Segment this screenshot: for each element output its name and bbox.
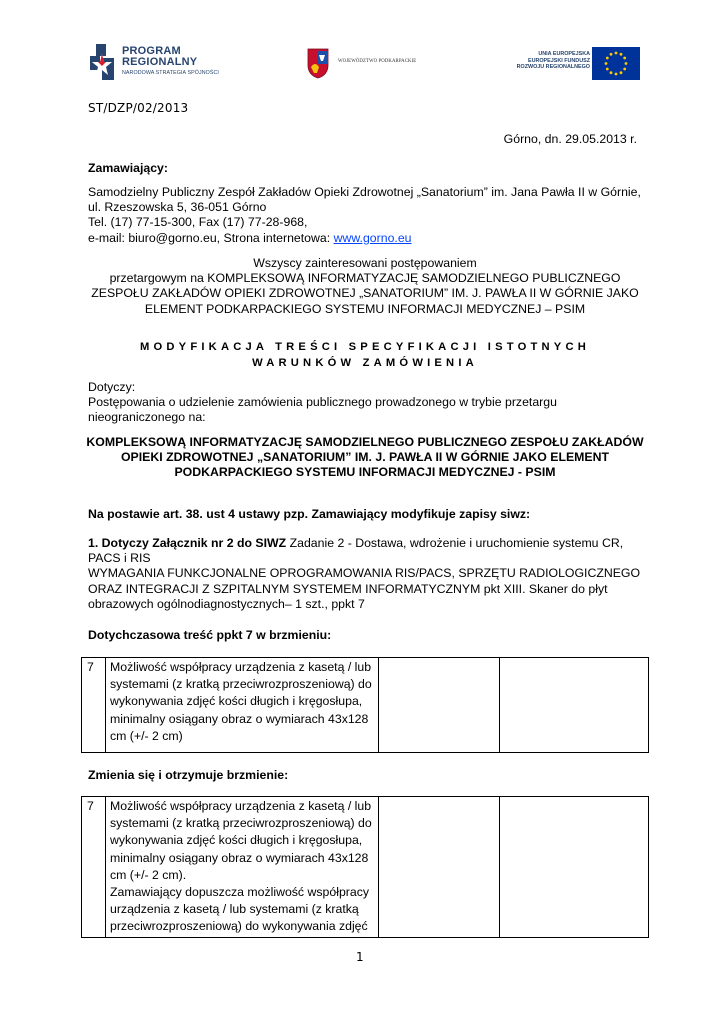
new-heading: Zmienia się i otrzymuje brzmienie: bbox=[88, 768, 289, 782]
previous-heading: Dotychczasowa treść ppkt 7 w brzmieniu: bbox=[88, 628, 332, 642]
regards-line: Dotyczy: bbox=[88, 380, 136, 394]
coat-of-arms-icon bbox=[306, 47, 330, 79]
empty-cell bbox=[500, 797, 649, 938]
description-line: urządzenia z kasetą / lub systemami (z kratką bbox=[110, 902, 359, 917]
empty-cell bbox=[500, 658, 649, 753]
modification-title-line: MODYFIKACJA TREŚCI SPECYFIKACJI ISTOTNYCH bbox=[139, 341, 591, 353]
description-line: systemami (z kratką przeciwrozproszeniową) do bbox=[110, 677, 372, 692]
point1-line: WYMAGANIA FUNKCJONALNE OPROGRAMOWANIA RIS/PACS, SPRZĘTU RADIOLOGICZNEGO bbox=[88, 566, 641, 581]
subject-title-line: PODKARPACKIEGO SYSTEMU INFORMACJI MEDYCZNEJ - PSIM bbox=[174, 465, 556, 480]
region-logo-text: WOJEWÓDZTWO PODKARPACKIE bbox=[338, 59, 417, 64]
eu-logo-line1: UNIA EUROPEJSKA bbox=[538, 51, 590, 57]
description-line: minimalny osiągany obraz o wymiarach 43x128 bbox=[110, 850, 369, 865]
website-link[interactable]: www.gorno.eu bbox=[333, 230, 412, 245]
description-line: Możliwość współpracy urządzenia z kasetą / lub bbox=[110, 660, 372, 674]
intro-line: Wszyscy zainteresowani postępowaniem bbox=[253, 256, 477, 270]
document-code: ST/DZP/02/2013 bbox=[88, 101, 189, 115]
regards-line: nieograniczonego na: bbox=[88, 410, 206, 425]
eu-logo-line3: ROZWOJU REGIONALNEGO bbox=[516, 64, 590, 71]
program-regionalny-logo bbox=[88, 40, 238, 84]
eu-logo bbox=[505, 47, 640, 81]
address-line: Tel. (17) 77-15-300, Fax (17) 77-28-968, bbox=[88, 215, 308, 230]
description-line: przeciwrozproszeniową) do wykonywania zdjęć bbox=[110, 919, 368, 934]
previous-table bbox=[81, 657, 649, 753]
description-line: wykonywania zdjęć kości długich i kręgosłupa, bbox=[110, 694, 363, 709]
email-text: e-mail: biuro@gorno.eu, Strona internetowa: bbox=[88, 230, 334, 245]
description-line: minimalny osiągany obraz o wymiarach 43x128 bbox=[110, 711, 369, 726]
subject-title-line: KOMPLEKSOWĄ INFORMATYZACJĘ SAMODZIELNEGO PUBLICZNEGO ZESPOŁU ZAKŁADÓW bbox=[86, 435, 644, 449]
eu-flag-icon bbox=[592, 47, 640, 80]
description-line: wykonywania zdjęć kości długich i kręgosłupa, bbox=[110, 833, 363, 848]
orderer-heading: Zamawiający: bbox=[88, 161, 168, 175]
empty-cell bbox=[379, 658, 500, 753]
address-block bbox=[88, 185, 648, 246]
row-description bbox=[106, 797, 379, 938]
point1-rest: Zadanie 2 - Dostawa, wdrożenie i uruchomienie systemu CR, bbox=[286, 536, 624, 550]
intro-line: ELEMENT PODKARPACKIEGO SYSTEMU INFORMACJI MEDYCZNEJ – PSIM bbox=[144, 301, 586, 316]
point1-line: obrazowych ogólnodiagnostycznych– 1 szt., ppkt 7 bbox=[88, 596, 365, 611]
new-table bbox=[81, 796, 649, 938]
description-line: cm (+/- 2 cm). bbox=[110, 867, 187, 882]
eu-logo-line2: EUROPEJSKI FUNDUSZ bbox=[527, 57, 590, 64]
description-line: systemami (z kratką przeciwrozproszeniową) do bbox=[110, 816, 372, 831]
point1-block bbox=[88, 536, 648, 612]
program-logo-line2: REGIONALNY bbox=[122, 56, 198, 68]
program-logo-line1: PROGRAM bbox=[122, 45, 181, 57]
regards-block bbox=[88, 380, 648, 426]
address-line: ul. Rzeszowska 5, 36-051 Górno bbox=[88, 200, 267, 215]
program-star-icon bbox=[88, 42, 116, 82]
modification-title-line: WARUNKÓW ZAMÓWIENIA bbox=[252, 356, 478, 369]
page-number: 1 bbox=[356, 950, 364, 964]
date-line: Górno, dn. 29.05.2013 r. bbox=[503, 132, 637, 146]
modification-title bbox=[80, 340, 650, 371]
empty-cell bbox=[379, 797, 500, 938]
table-row bbox=[82, 658, 649, 753]
subject-title-line: OPIEKI ZDROWOTNEJ „SANATORIUM” IM. J. PAWŁA II W GÓRNIE JAKO ELEMENT bbox=[120, 450, 610, 465]
row-number: 7 bbox=[82, 797, 106, 938]
description-line: Możliwość współpracy urządzenia z kasetą / lub bbox=[110, 799, 372, 813]
regards-line: Postępowania o udzielenie zamówienia publicznego prowadzonego w trybie przetargu bbox=[88, 395, 557, 410]
program-logo-line3: NARODOWA STRATEGIA SPÓJNOŚCI bbox=[122, 70, 219, 76]
description-line: cm (+/- 2 cm) bbox=[110, 728, 183, 743]
point1-line: ORAZ INTEGRACJI Z SZPITALNYM SYSTEMEM INFORMATYCZNYM pkt XIII. Skaner do płyt bbox=[88, 581, 608, 596]
point1-first-line bbox=[88, 536, 648, 551]
subject-title bbox=[82, 435, 648, 481]
intro-line: przetargowym na KOMPLEKSOWĄ INFORMATYZACJĘ SAMODZIELNEGO PUBLICZNEGO bbox=[109, 271, 621, 286]
intro-line: ZESPOŁU ZAKŁADÓW OPIEKI ZDROWOTNEJ „SANATORIUM” IM. J. PAWŁA II W GÓRNIE JAKO bbox=[91, 286, 639, 301]
intro-block bbox=[80, 256, 650, 317]
email-line bbox=[88, 231, 648, 246]
point1-line: PACS i RIS bbox=[88, 551, 151, 566]
row-description bbox=[106, 658, 379, 753]
address-line: Samodzielny Publiczny Zespół Zakładów Opieki Zdrowotnej „Sanatorium” im. Jana Pawła II w Górnie, bbox=[88, 185, 641, 199]
basis-line: Na postawie art. 38. ust 4 ustawy pzp. Zamawiający modyfikuje zapisy siwz: bbox=[88, 507, 531, 521]
wojewodztwo-podkarpackie-logo bbox=[306, 47, 436, 83]
row-number: 7 bbox=[82, 658, 106, 753]
table-row bbox=[82, 797, 649, 938]
point1-bold: 1. Dotyczy Załącznik nr 2 do SIWZ bbox=[88, 536, 287, 550]
description-line: Zamawiający dopuszcza możliwość współpracy bbox=[110, 885, 370, 900]
